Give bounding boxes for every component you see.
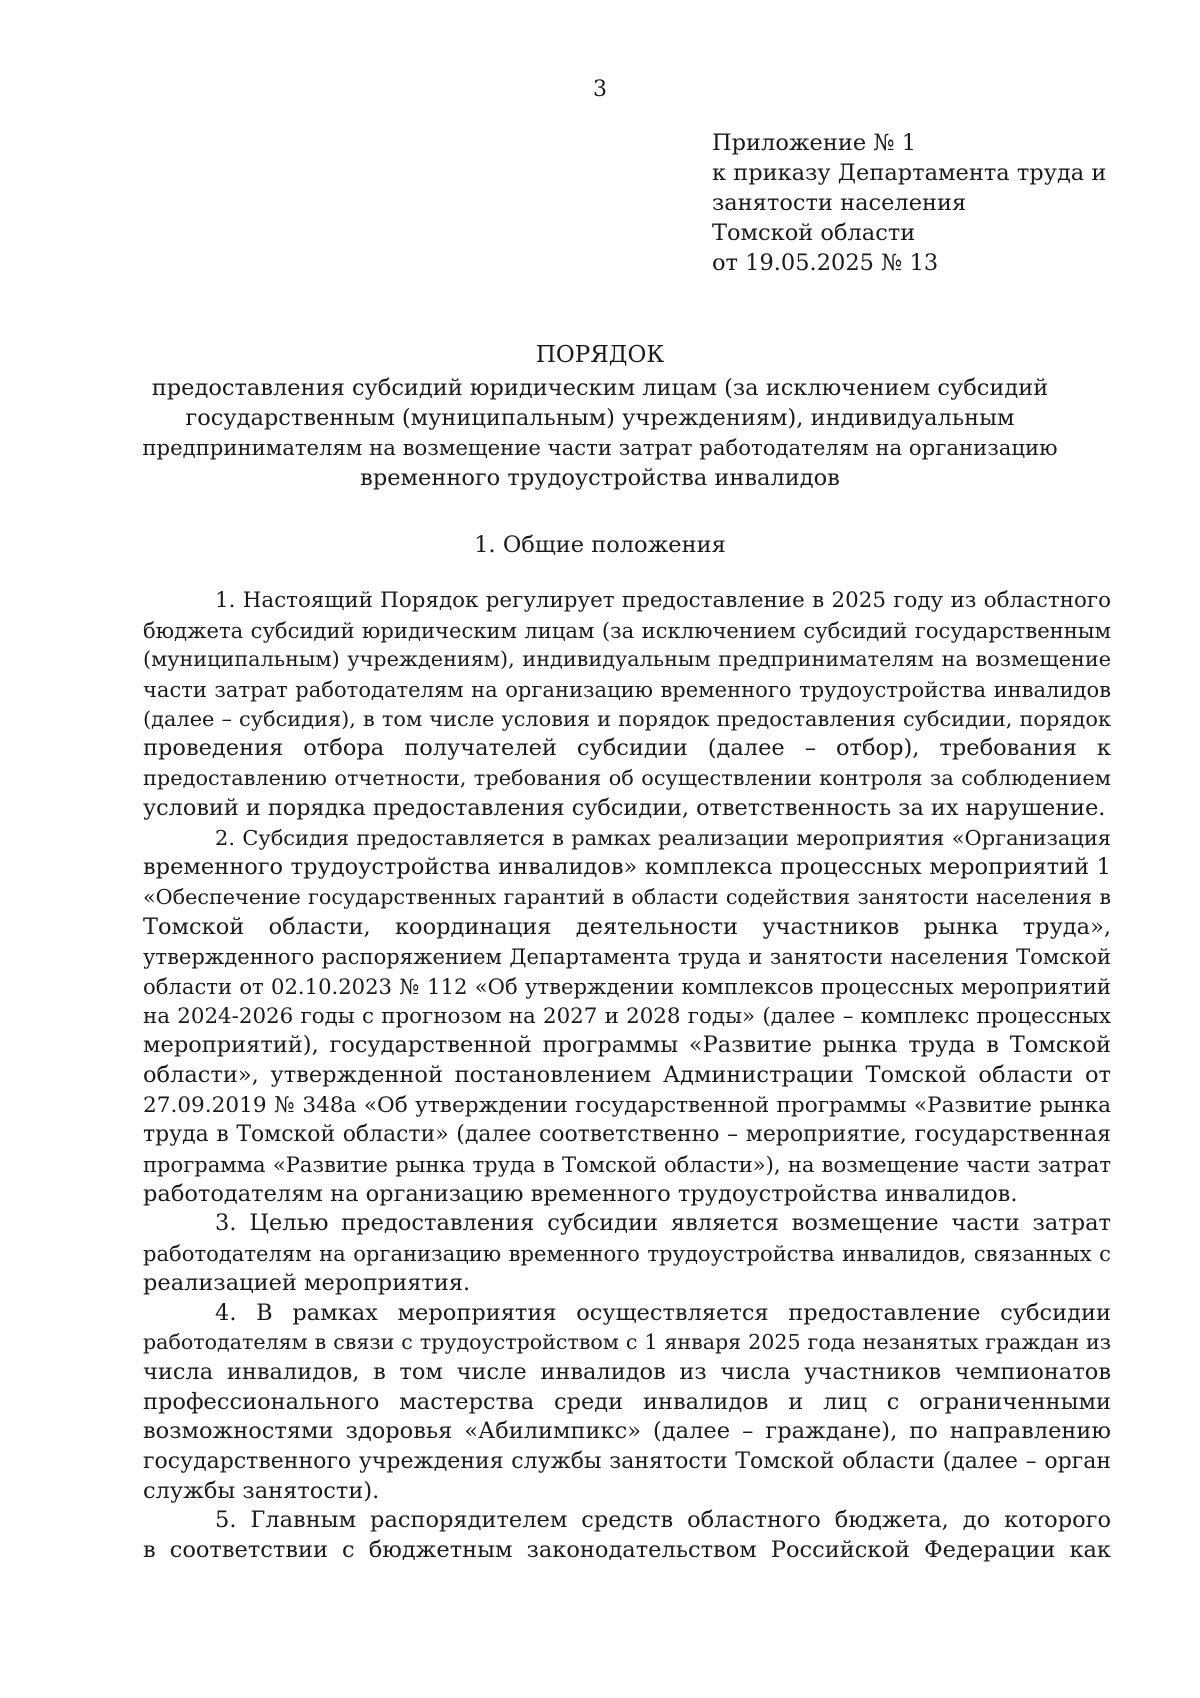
- body-line: 1. Настоящий Порядок регулирует предоставление в 2025 году из областного: [215, 588, 1111, 613]
- section-heading: 1. Общие положения: [474, 532, 726, 558]
- body-line: области от 02.10.2023 № 112 «Об утверждении комплексов процессных мероприятий: [143, 973, 1111, 999]
- body-line: проведения отбора получателей субсидии (далее – отбор), требования к: [143, 735, 1111, 762]
- body-line: утвержденного распоряжением Департамента труда и занятости населения Томской: [143, 944, 1111, 970]
- body-line: реализацией мероприятия.: [143, 1269, 471, 1296]
- subtitle-line: временного трудоустройства инвалидов: [360, 465, 840, 491]
- body-line: возможностями здоровья «Абилимпикс» (далее – граждане), по направлению: [143, 1418, 1111, 1445]
- appendix-line: занятости населения: [712, 190, 967, 216]
- appendix-line: от 19.05.2025 № 13: [712, 250, 939, 276]
- body-line: работодателям в связи с трудоустройством с 1 января 2025 года незанятых граждан из: [143, 1330, 1111, 1355]
- body-line: 3. Целью предоставления субсидии является возмещение части затрат: [215, 1210, 1111, 1237]
- body-line: мероприятий), государственной программы «Развитие рынка труда в Томской: [143, 1032, 1111, 1059]
- subtitle-line: предпринимателям на возмещение части затрат работодателям на организацию: [142, 435, 1058, 460]
- body-line: условий и порядка предоставления субсидии, ответственность за их нарушение.: [143, 794, 1106, 821]
- body-line: предоставлению отчетности, требования об осуществлении контроля за соблюдением: [143, 766, 1111, 791]
- body-line: бюджета субсидий юридическим лицам (за исключением субсидий государственным: [143, 617, 1111, 643]
- body-line: труда в Томской области» (далее соответственно – мероприятие, государственная: [143, 1122, 1111, 1148]
- body-line: области», утвержденной постановлением Администрации Томской области от: [143, 1062, 1111, 1088]
- page-number: 3: [593, 77, 607, 102]
- body-line: программа «Развитие рынка труда в Томской области»), на возмещение части затрат: [143, 1152, 1111, 1178]
- body-text: [143, 586, 1111, 1566]
- body-line: работодателям на организацию временного трудоустройства инвалидов, связанных с: [143, 1241, 1111, 1267]
- subtitle-line: государственным (муниципальным) учреждениям), индивидуальным: [185, 405, 1015, 431]
- body-line: работодателям на организацию временного трудоустройства инвалидов.: [143, 1180, 1018, 1207]
- subtitle-line: предоставления субсидий юридическим лицам (за исключением субсидий: [151, 375, 1049, 401]
- body-line: службы занятости).: [143, 1477, 380, 1504]
- appendix-line: к приказу Департамента труда и: [712, 160, 1107, 186]
- document-subtitle: [140, 373, 1060, 493]
- body-line: Томской области, координация деятельности участников рынка труда»,: [143, 913, 1111, 940]
- body-line: числа инвалидов, в том числе инвалидов из числа участников чемпионатов: [143, 1358, 1111, 1385]
- body-line: в соответствии с бюджетным законодательством Российской Федерации как: [143, 1537, 1111, 1563]
- body-line: «Обеспечение государственных гарантий в области содействия занятости населения в: [143, 884, 1111, 909]
- appendix-line: Томской области: [712, 220, 916, 246]
- body-line: части затрат работодателям на организацию временного трудоустройства инвалидов: [143, 677, 1111, 703]
- body-line: 27.09.2019 № 348а «Об утверждении государственной программы «Развитие рынка: [143, 1092, 1111, 1118]
- body-line: 5. Главным распорядителем средств областного бюджета, до которого: [215, 1507, 1111, 1534]
- body-line: 2. Субсидия предоставляется в рамках реализации мероприятия «Организация: [215, 825, 1111, 850]
- body-line: профессионального мастерства среди инвалидов и лиц с ограниченными: [143, 1388, 1111, 1415]
- body-line: государственного учреждения службы занятости Томской области (далее – орган: [143, 1448, 1111, 1474]
- body-line: на 2024-2026 годы с прогнозом на 2027 и 2028 годы» (далее – комплекс процессных: [143, 1003, 1111, 1029]
- body-line: (далее – субсидия), в том числе условия и порядок предоставления субсидии, порядок: [143, 706, 1111, 731]
- body-line: 4. В рамках мероприятия осуществляется предоставление субсидии: [215, 1299, 1111, 1326]
- appendix-line: Приложение № 1: [712, 130, 917, 156]
- document-title: ПОРЯДОК: [535, 342, 665, 368]
- body-line: (муниципальным) учреждениям), индивидуальным предпринимателям на возмещение: [143, 647, 1111, 672]
- body-line: временного трудоустройства инвалидов» комплекса процессных мероприятий 1: [143, 854, 1111, 881]
- appendix-header: [712, 128, 1152, 278]
